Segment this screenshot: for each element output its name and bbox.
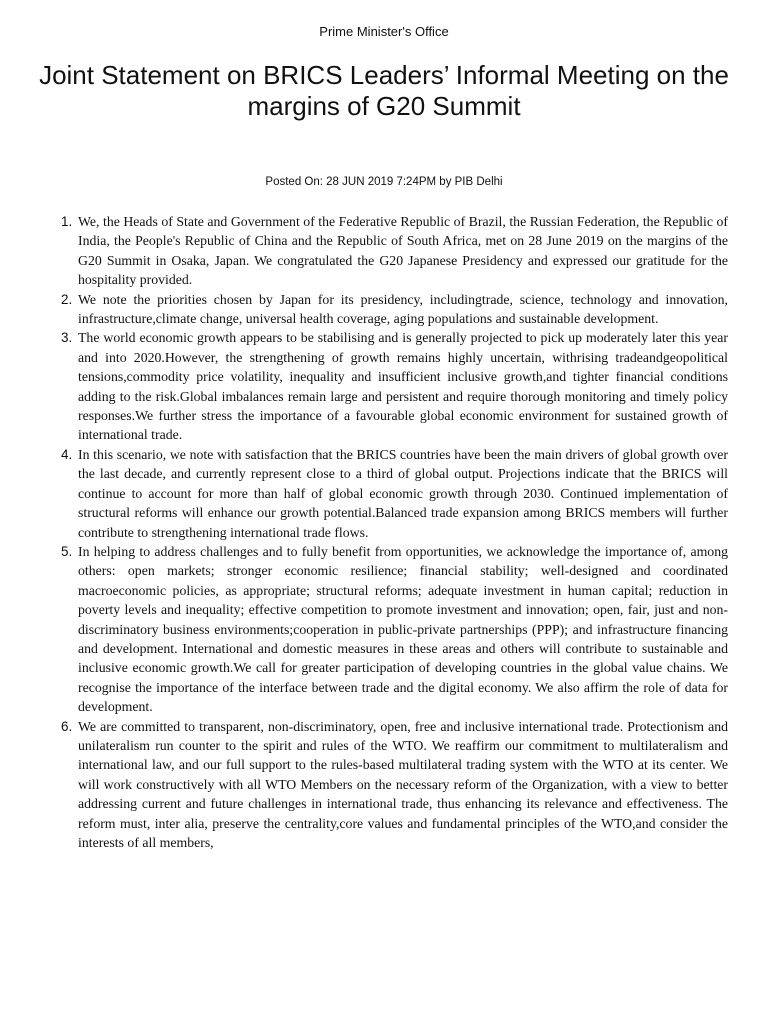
paragraph-number: 4. xyxy=(61,446,73,462)
paragraph-text: We note the priorities chosen by Japan for its presidency, includingtrade, science, technology and innovation, infrastructure,climate change, universal health coverage, aging populations and sustainable development. xyxy=(78,291,728,327)
office-name: Prime Minister's Office xyxy=(319,24,449,39)
paragraph-text: In helping to address challenges and to fully benefit from opportunities, we acknowledge the importance of, among others: open markets; stronger economic resilience; financial stability; well-designed and coordinated macroeconomic policies, as appropriate; structural reforms; adequate investment in human capital; reduction in poverty levels and inequality; effective competition to promote investment and innovation; open, fair, just and non-discriminatory business environments;cooperation in public-private partnerships (PPP); and infrastructure financing and development. International and domestic measures in these areas and others will contribute to sustainable and inclusive economic growth.We call for greater participation of developing countries in the global value chains. We recognise the importance of the interface between trade and the digital economy. We also affirm the role of data for development. xyxy=(78,543,728,715)
paragraph-3 xyxy=(61,328,728,444)
paragraph-text: The world economic growth appears to be stabilising and is generally projected to pick up moderately later this year and into 2020.However, the strengthening of growth remains highly uncertain, withrising tradeandgeopolitical tensions,commodity price volatility, inequality and insufficient inclusive growth,and tighter financial conditions adding to the risk.Global imbalances remain large and persistent and require thorough monitoring and timely policy responses.We further stress the importance of a favourable global economic environment for sustained growth of international trade. xyxy=(78,330,728,443)
paragraph-text: We, the Heads of State and Government of the Federative Republic of Brazil, the Russian Federation, the Republic of India, the People's Republic of China and the Republic of South Africa, met on 28 June 2019 on the margins of the G20 Summit in Osaka, Japan. We congratulated the G20 Japanese Presidency and expressed our gratitude for the hospitality provided. xyxy=(78,214,728,288)
paragraph-4 xyxy=(61,445,728,542)
paragraph-number: 6. xyxy=(61,718,73,734)
paragraph-number: 1. xyxy=(61,214,73,229)
page-title: Joint Statement on BRICS Leaders’ Informal Meeting on the margins of G20 Summit xyxy=(39,60,729,121)
posted-date: Posted On: 28 JUN 2019 7:24PM by PIB Delhi xyxy=(265,176,503,188)
statement-list xyxy=(0,212,768,852)
paragraph-number: 5. xyxy=(61,543,73,559)
paragraph-number: 2. xyxy=(61,291,73,307)
paragraph-text: In this scenario, we note with satisfaction that the BRICS countries have been the main drivers of global growth over the last decade, and currently represent close to a third of global output. Projections indicate that the BRICS will continue to account for more than half of global economic growth through 2030. Continued implementation of structural reforms will enhance our growth potential.Balanced trade expansion among BRICS members will further contribute to strengthening international trade flows. xyxy=(78,446,728,540)
paragraph-text: We are committed to transparent, non-discriminatory, open, free and inclusive international trade. Protectionism and unilateralism run counter to the spirit and rules of the WTO. We reaffirm our commitment to multilateralism and international law, and our full support to the rules-based multilateral trading system with the WTO at its center. We will work constructively with all WTO Members on the necessary reform of the Organization, with a view to better addressing current and future challenges in international trade, thus enhancing its relevance and effectiveness. The reform must, inter alia, preserve the centrality,core values and fundamental principles of the WTO,and consider the interests of all members, xyxy=(78,718,728,850)
paragraph-2 xyxy=(61,290,728,329)
paragraph-5 xyxy=(61,542,728,717)
paragraph-1 xyxy=(61,212,728,290)
paragraph-6 xyxy=(61,717,728,853)
paragraph-number: 3. xyxy=(61,330,73,346)
